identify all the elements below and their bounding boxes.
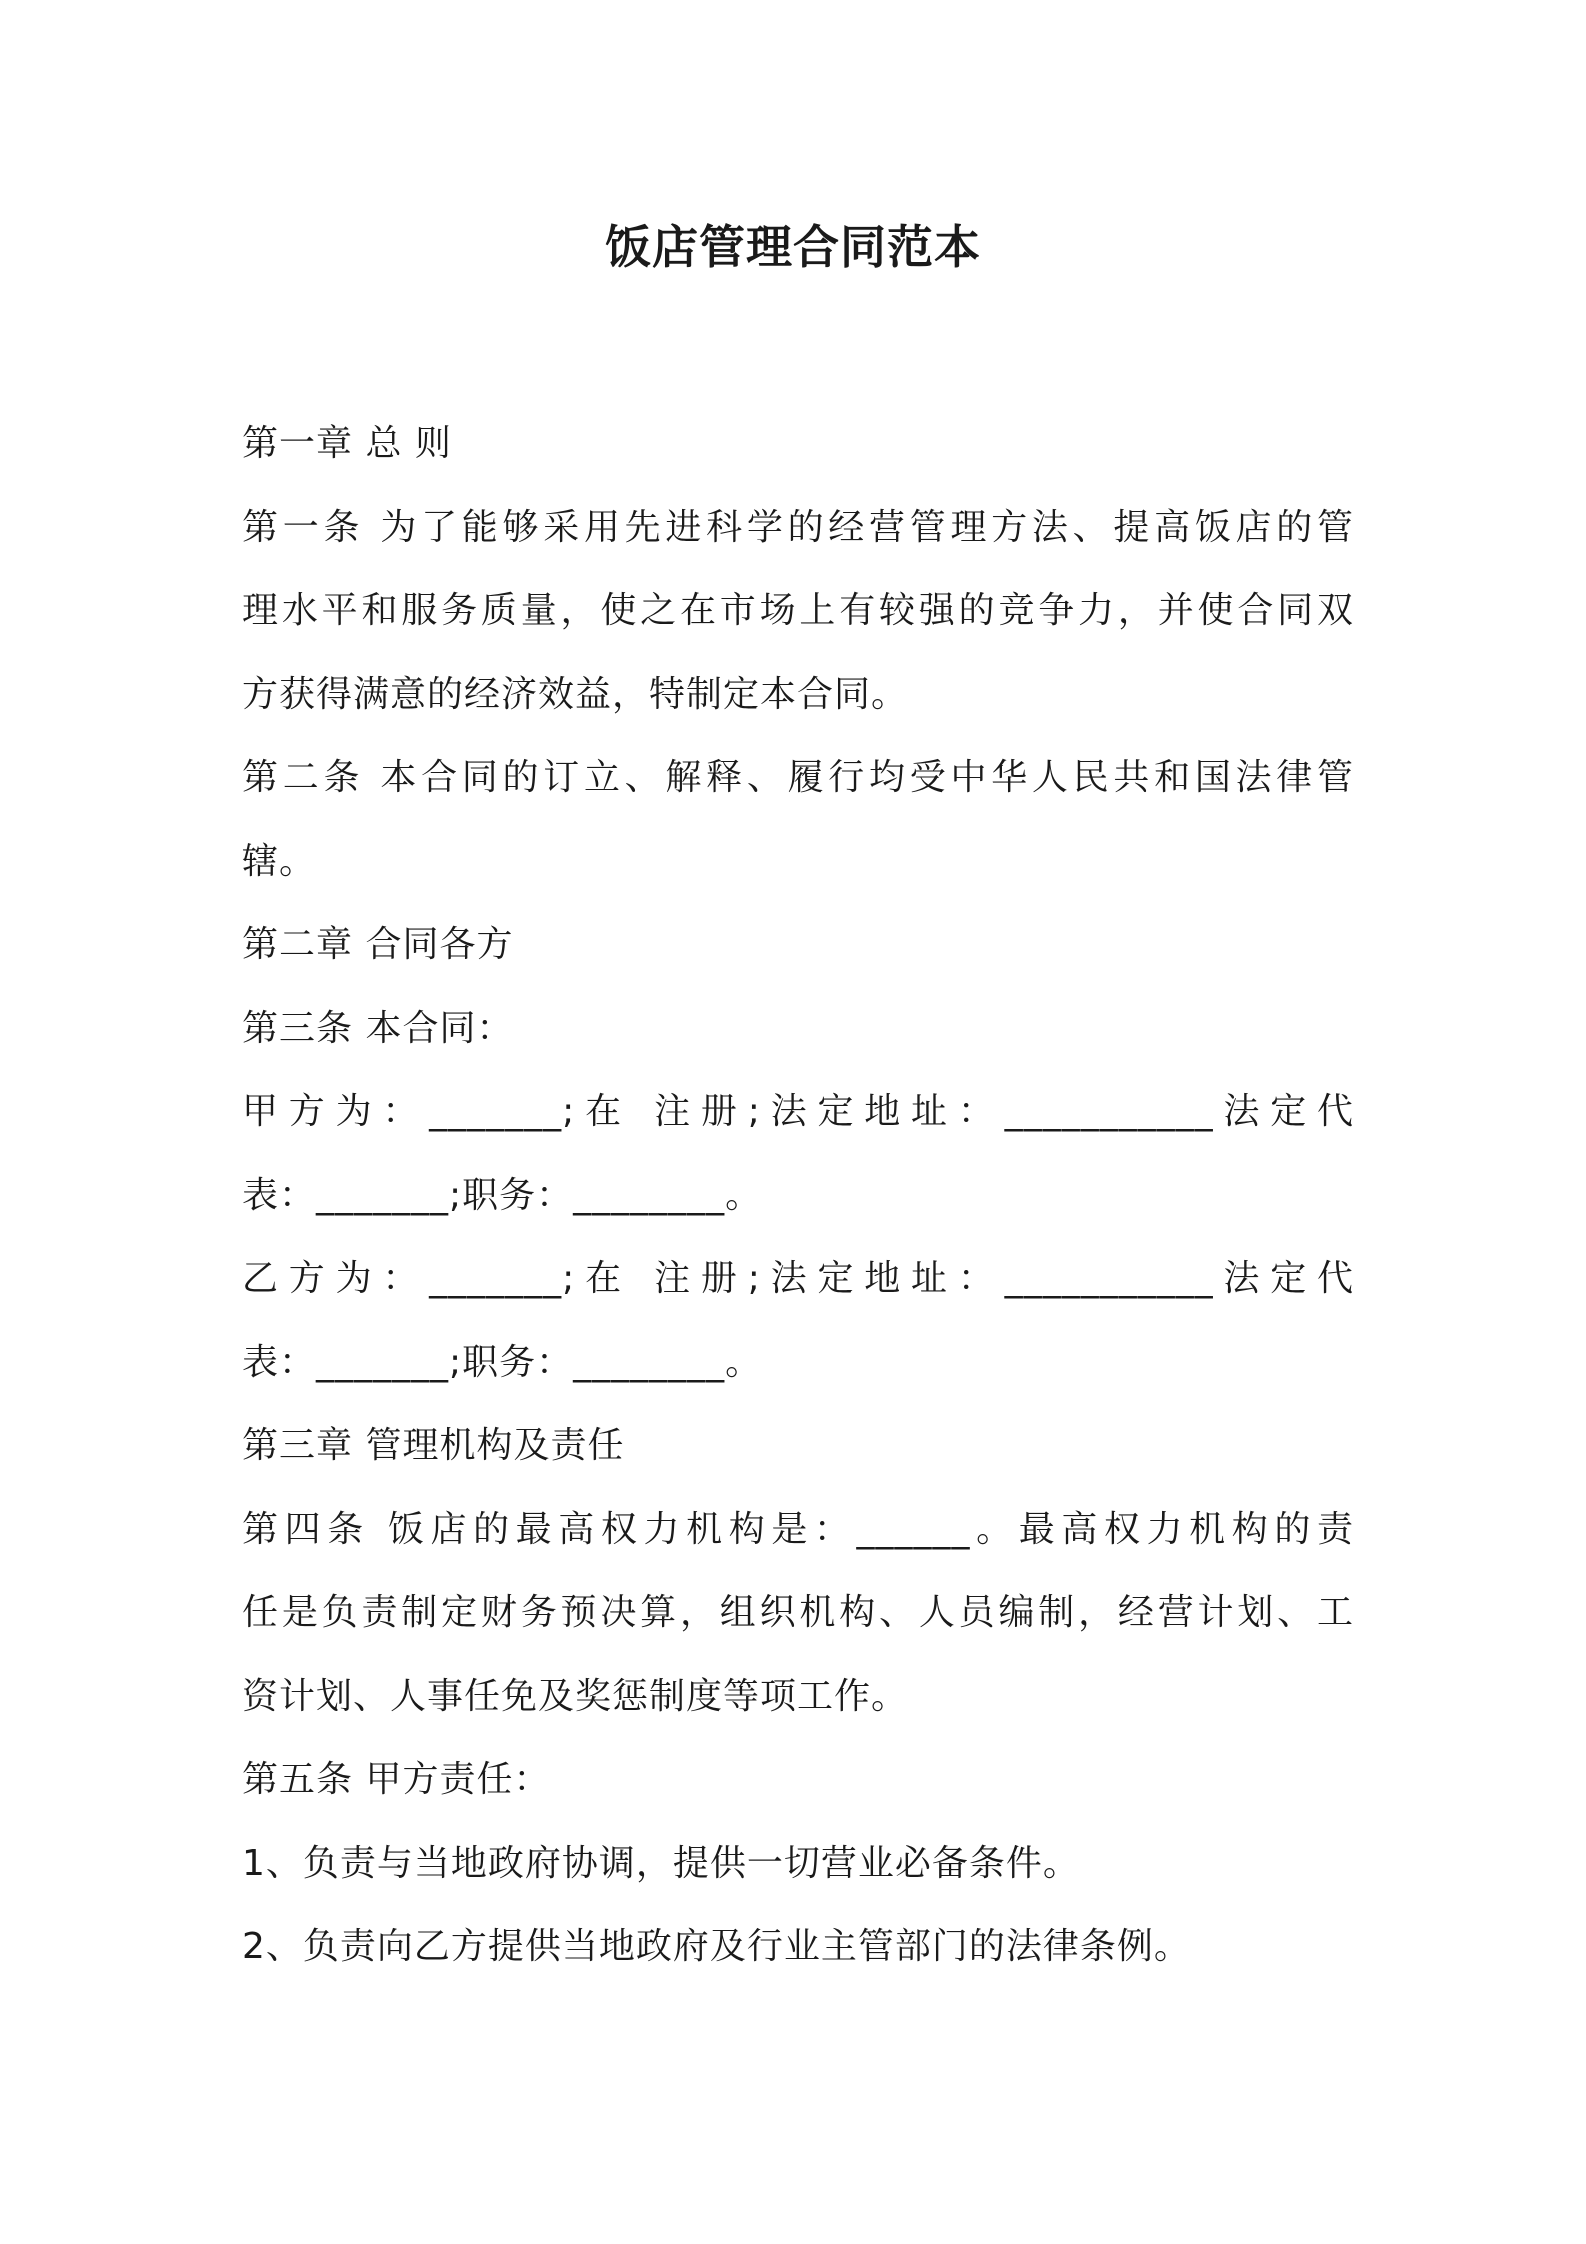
- paragraph-line: 第三条 本合同：: [242, 1007, 514, 1049]
- paragraph-line: 理水平和服务质量，使之在市场上有较强的竞争力，并使合同双: [242, 590, 1354, 631]
- paragraph-line: 甲方为：_______;在 注册;法定地址：___________法定代: [242, 1091, 1354, 1132]
- paragraph-line: 第四条 饭店的最高权力机构是：______。最高权力机构的责: [242, 1508, 1354, 1550]
- chapter-heading: 第一章 总 则: [242, 423, 452, 464]
- document-title: 饭店管理合同范本: [605, 220, 981, 274]
- chapter-heading: 第三章 管理机构及责任: [242, 1425, 625, 1466]
- paragraph-line: 表：_______;职务：________。: [242, 1341, 763, 1383]
- paragraph-line: 方获得满意的经济效益，特制定本合同。: [242, 673, 909, 715]
- paragraph-line: 辖。: [242, 840, 317, 882]
- paragraph-line: 第五条 甲方责任：: [242, 1759, 551, 1800]
- paragraph-line: 第二条 本合同的订立、解释、履行均受中华人民共和国法律管: [242, 757, 1354, 798]
- paragraph-line: 乙方为：_______;在 注册;法定地址：___________法定代: [242, 1258, 1354, 1299]
- list-item: 1、负责与当地政府协调，提供一切营业必备条件。: [242, 1842, 1080, 1884]
- list-item: 2、负责向乙方提供当地政府及行业主管部门的法律条例。: [242, 1926, 1191, 1967]
- paragraph-line: 资计划、人事任免及奖惩制度等项工作。: [242, 1675, 909, 1717]
- paragraph-line: 任是负责制定财务预决算，组织机构、人员编制，经营计划、工: [242, 1592, 1354, 1633]
- paragraph-line: 表：_______;职务：________。: [242, 1174, 763, 1216]
- paragraph-line: 第一条 为了能够采用先进科学的经营管理方法、提高饭店的管: [242, 506, 1354, 548]
- document-body: [242, 402, 1354, 1989]
- chapter-heading: 第二章 合同各方: [242, 924, 514, 965]
